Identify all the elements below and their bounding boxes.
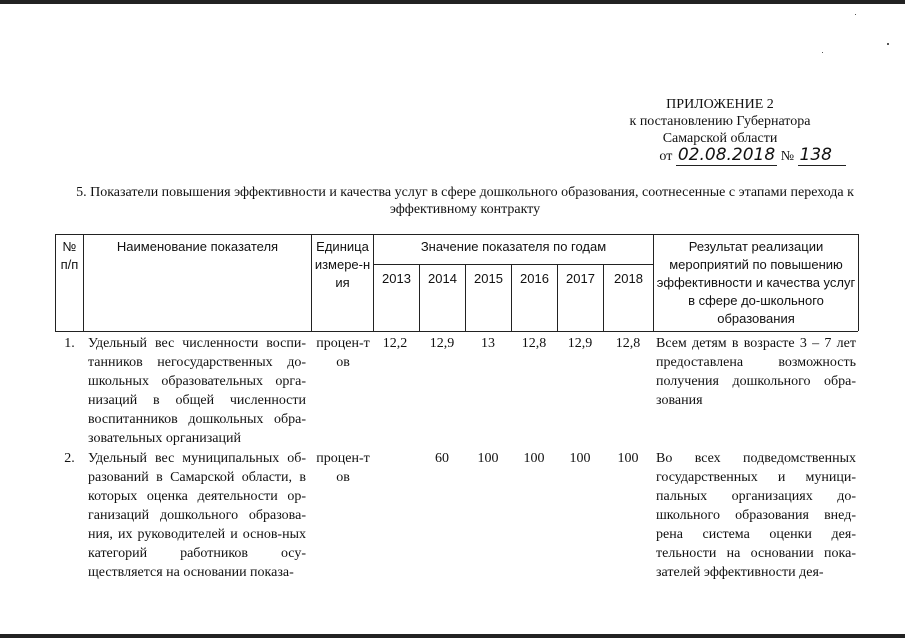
header-num: № п/п xyxy=(60,239,79,272)
number-label: № xyxy=(780,149,795,164)
header-year: 2017 xyxy=(566,271,595,286)
order-number: 138 xyxy=(798,145,846,166)
scan-speck xyxy=(855,14,856,15)
table-top-rule xyxy=(55,234,858,235)
row-result: Всем детям в возрасте 3 – 7 лет предоставлена возможность получения дошкольного обра-зования xyxy=(656,336,856,408)
from-label: от xyxy=(659,149,673,164)
years-group-rule xyxy=(373,264,653,265)
scan-top-border xyxy=(0,0,905,4)
appendix-block xyxy=(590,96,850,165)
row-value: 12,8 xyxy=(521,336,547,351)
header-name: Наименование показателя xyxy=(116,239,279,254)
row-number: 1. xyxy=(64,336,75,351)
row-value: 60 xyxy=(435,451,449,466)
section-title: 5. Показатели повышения эффективности и качества услуг в сфере дошкольного образования, соотнесенные с этапами перехода к эффективному контракту xyxy=(76,185,854,217)
header-values-group: Значение показателя по годам xyxy=(420,239,607,254)
row-value: 100 xyxy=(477,451,499,466)
row-indicator-name: Удельный вес муниципальных об-разований в Самарской области, в которых оценка деятельности ор-ганизаций дошкольного образова-ния, их руководителей и основ-ных категорий работников осу-ществляется на основании показа- xyxy=(88,451,306,580)
appendix-line-2: к постановлению Губернатора xyxy=(629,114,811,129)
order-date: 02.08.2018 xyxy=(677,145,776,165)
row-unit: процен-тов xyxy=(316,336,370,370)
row-value: 12,2 xyxy=(382,336,408,351)
row-value: 100 xyxy=(569,451,591,466)
header-year: 2013 xyxy=(382,271,411,286)
row-number: 2. xyxy=(64,451,75,466)
header-result: Результат реализации мероприятий по повышению эффективности и качества услуг в сфере до-школьного образования xyxy=(656,239,856,326)
appendix-line-3: Самарской области xyxy=(662,131,778,146)
table-header-rule xyxy=(55,331,858,332)
row-value: 12,8 xyxy=(615,336,641,351)
row-value: 13 xyxy=(481,336,495,351)
scan-speck xyxy=(887,43,889,45)
appendix-order-line xyxy=(590,147,846,165)
scan-bottom-border xyxy=(0,634,905,638)
row-value: 100 xyxy=(523,451,545,466)
header-year: 2016 xyxy=(520,271,549,286)
header-year: 2018 xyxy=(614,271,643,286)
header-unit: Единица измере-ния xyxy=(314,239,371,290)
row-value: 100 xyxy=(617,451,639,466)
table-border xyxy=(653,234,654,331)
header-year: 2015 xyxy=(474,271,503,286)
row-value: 12,9 xyxy=(567,336,593,351)
row-value: 12,9 xyxy=(429,336,455,351)
scan-speck xyxy=(822,52,823,53)
table-border xyxy=(858,234,859,331)
row-result: Во всех подведомственных государственных и муници-пальных организациях до-школьного образования внед-рена система оценки дея-тельности на основании пока-зателей эффективности дея- xyxy=(656,451,856,580)
header-year: 2014 xyxy=(428,271,457,286)
appendix-title: ПРИЛОЖЕНИЕ 2 xyxy=(666,97,774,112)
row-indicator-name: Удельный вес численности воспи-танников негосударственных до-школьных образовательных орга-низаций в общей численности воспитанников дошкольных обра-зовательных организаций xyxy=(88,336,306,446)
row-unit: процен-тов xyxy=(316,451,370,485)
